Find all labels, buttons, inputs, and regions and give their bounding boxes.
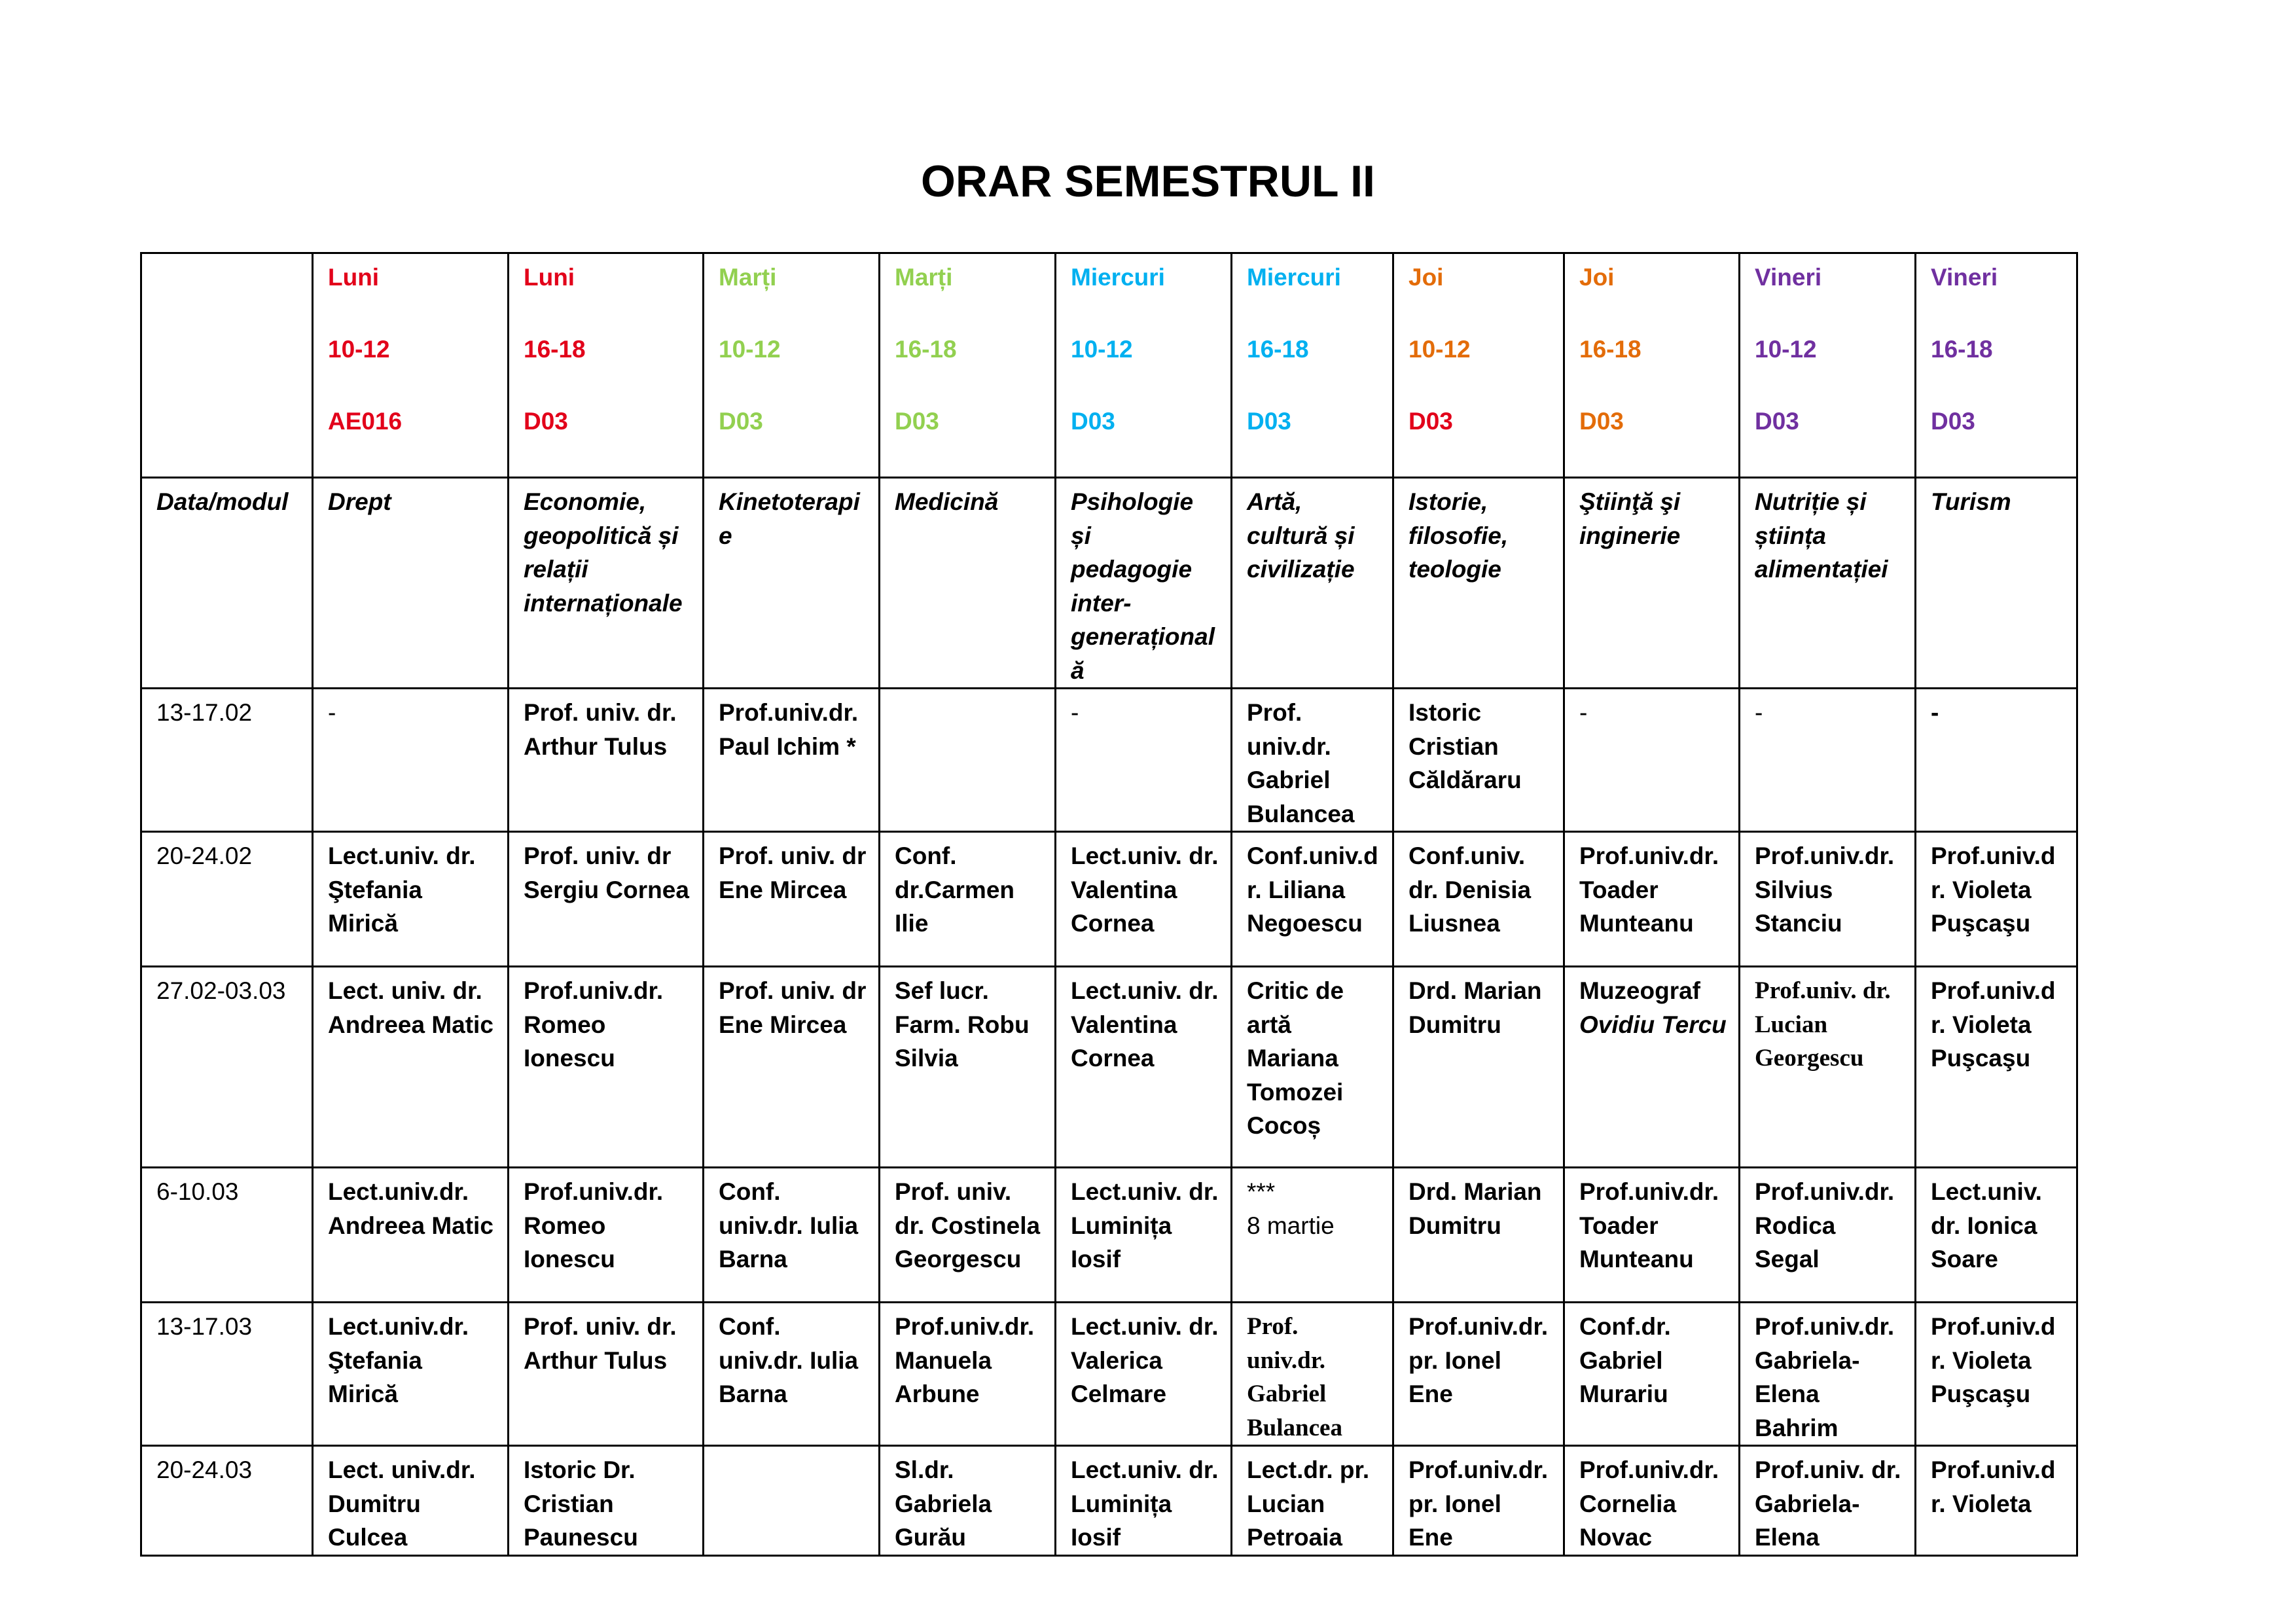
schedule-cell: Prof. univ. dr. Costinela Georgescu [880, 1168, 1056, 1303]
schedule-cell: Sl.dr. Gabriela Gurău [880, 1446, 1056, 1556]
subject-label: Data/modul [141, 478, 313, 689]
schedule-cell: Lect.univ. dr. Valentina Cornea [1056, 832, 1232, 967]
subject-row [141, 478, 2077, 689]
schedule-cell: Lect.univ.dr. Andreea Matic [313, 1168, 509, 1303]
table-row [141, 832, 2077, 967]
schedule-cell: Prof. univ. dr. Arthur Tulus [509, 689, 704, 832]
table-row [141, 1446, 2077, 1556]
header-cell: Vineri 10-12 D03 [1740, 253, 1916, 478]
schedule-cell: Prof.univ.dr. Silvius Stanciu [1740, 832, 1916, 967]
header-corner-cell [141, 253, 313, 478]
schedule-cell: Critic de artă Mariana Tomozei Cocoș [1232, 967, 1393, 1168]
schedule-cell: Conf.univ. dr. Denisia Liusnea [1393, 832, 1564, 967]
schedule-cell: Lect. univ.dr. Dumitru Culcea [313, 1446, 509, 1556]
schedule-cell: Prof.univ.dr. Romeo Ionescu [509, 1168, 704, 1303]
page-title: ORAR SEMESTRUL II [921, 156, 1375, 206]
header-cell: Miercuri 10-12 D03 [1056, 253, 1232, 478]
schedule-cell: Istoric Cristian Căldăraru [1393, 689, 1564, 832]
schedule-cell: Prof. univ. dr. Arthur Tulus [509, 1303, 704, 1446]
schedule-cell [880, 689, 1056, 832]
subject-cell: Drept [313, 478, 509, 689]
subject-cell: Ştiinţă şi inginerie [1564, 478, 1740, 689]
schedule-cell: - [1916, 689, 2077, 832]
header-row [141, 253, 2077, 478]
schedule-cell: Prof. univ. dr Sergiu Cornea [509, 832, 704, 967]
schedule-cell: Conf. univ.dr. Iulia Barna [704, 1168, 880, 1303]
schedule-cell: Lect.univ. dr. Ştefania Mirică [313, 832, 509, 967]
header-cell: Luni 10-12 AE016 [313, 253, 509, 478]
schedule-cell: Lect.univ. dr. Ionica Soare [1916, 1168, 2077, 1303]
date-cell: 13-17.03 [141, 1303, 313, 1446]
header-cell: Marți 16-18 D03 [880, 253, 1056, 478]
schedule-cell: - [1056, 689, 1232, 832]
schedule-cell: Prof.univ.dr. Violeta [1916, 1446, 2077, 1556]
table-row [141, 1168, 2077, 1303]
date-cell: 27.02-03.03 [141, 967, 313, 1168]
subject-cell: Economie, geopolitică și relații internaționale [509, 478, 704, 689]
subject-cell: Turism [1916, 478, 2077, 689]
header-cell: Marți 10-12 D03 [704, 253, 880, 478]
subject-cell: Istorie, filosofie, teologie [1393, 478, 1564, 689]
schedule-cell: Conf.univ.dr. Liliana Negoescu [1232, 832, 1393, 967]
schedule-cell: Prof.univ.dr. Toader Munteanu [1564, 832, 1740, 967]
schedule-cell: Conf.dr. Gabriel Murariu [1564, 1303, 1740, 1446]
header-cell: Joi 10-12 D03 [1393, 253, 1564, 478]
schedule-cell: Prof.univ.dr. Violeta Puşcaşu [1916, 832, 2077, 967]
date-cell: 20-24.03 [141, 1446, 313, 1556]
schedule-cell: Prof.univ.dr. Rodica Segal [1740, 1168, 1916, 1303]
date-cell: 20-24.02 [141, 832, 313, 967]
schedule-cell: Prof.univ. dr. Gabriela-Elena [1740, 1446, 1916, 1556]
schedule-table [140, 252, 2078, 1557]
table-row [141, 967, 2077, 1168]
header-cell: Vineri 16-18 D03 [1916, 253, 2077, 478]
schedule-cell: Prof.univ.dr. Toader Munteanu [1564, 1168, 1740, 1303]
schedule-cell: Prof. univ. dr Ene Mircea [704, 967, 880, 1168]
schedule-cell: Muzeograf Ovidiu Tercu [1564, 967, 1740, 1168]
schedule-cell: Prof. univ. dr Ene Mircea [704, 832, 880, 967]
subject-cell: Medicină [880, 478, 1056, 689]
schedule-cell [704, 1446, 880, 1556]
subject-cell: Artă, cultură și civilizație [1232, 478, 1393, 689]
schedule-cell: Conf. univ.dr. Iulia Barna [704, 1303, 880, 1446]
subject-cell: Kinetoterapie [704, 478, 880, 689]
schedule-cell: Prof.univ.dr. Manuela Arbune [880, 1303, 1056, 1446]
schedule-cell: Lect. univ. dr. Andreea Matic [313, 967, 509, 1168]
table-row [141, 689, 2077, 832]
schedule-cell: Drd. Marian Dumitru [1393, 967, 1564, 1168]
schedule-cell: Lect.univ.dr. Ştefania Mirică [313, 1303, 509, 1446]
schedule-cell: - [313, 689, 509, 832]
schedule-cell: Istoric Dr. Cristian Paunescu [509, 1446, 704, 1556]
schedule-cell: Lect.univ. dr. Valerica Celmare [1056, 1303, 1232, 1446]
schedule-cell: Prof.univ.dr. Violeta Puşcaşu [1916, 967, 2077, 1168]
date-cell: 13-17.02 [141, 689, 313, 832]
schedule-cell: Prof.univ.dr. Romeo Ionescu [509, 967, 704, 1168]
schedule-cell: Prof. univ.dr. Gabriel Bulancea [1232, 689, 1393, 832]
schedule-cell: Conf. dr.Carmen Ilie [880, 832, 1056, 967]
subject-cell: Nutriție și știința alimentației [1740, 478, 1916, 689]
schedule-cell: Drd. Marian Dumitru [1393, 1168, 1564, 1303]
header-cell: Miercuri 16-18 D03 [1232, 253, 1393, 478]
schedule-cell: Prof.univ.dr. Gabriela-Elena Bahrim [1740, 1303, 1916, 1446]
schedule-cell: Sef lucr. Farm. Robu Silvia [880, 967, 1056, 1168]
schedule-cell: - [1564, 689, 1740, 832]
schedule-cell: Prof.univ.dr. pr. Ionel Ene [1393, 1446, 1564, 1556]
schedule-cell: Prof.univ.dr. pr. Ionel Ene [1393, 1303, 1564, 1446]
table-row [141, 1303, 2077, 1446]
date-cell: 6-10.03 [141, 1168, 313, 1303]
schedule-cell: - [1740, 689, 1916, 832]
header-cell: Luni 16-18 D03 [509, 253, 704, 478]
header-cell: Joi 16-18 D03 [1564, 253, 1740, 478]
schedule-cell: Lect.dr. pr. Lucian Petroaia [1232, 1446, 1393, 1556]
schedule-cell: Prof.univ.dr. Cornelia Novac [1564, 1446, 1740, 1556]
schedule-cell: Lect.univ. dr. Valentina Cornea [1056, 967, 1232, 1168]
schedule-cell: Prof.univ.dr. Paul Ichim * [704, 689, 880, 832]
schedule-cell: Prof.univ. dr. Lucian Georgescu [1740, 967, 1916, 1168]
schedule-cell: Lect.univ. dr. Luminița Iosif [1056, 1446, 1232, 1556]
schedule-cell: Prof. univ.dr. Gabriel Bulancea [1232, 1303, 1393, 1446]
schedule-cell: *** 8 martie [1232, 1168, 1393, 1303]
subject-cell: Psihologie și pedagogie inter-generațională [1056, 478, 1232, 689]
schedule-cell: Lect.univ. dr. Luminița Iosif [1056, 1168, 1232, 1303]
schedule-cell: Prof.univ.dr. Violeta Puşcaşu [1916, 1303, 2077, 1446]
